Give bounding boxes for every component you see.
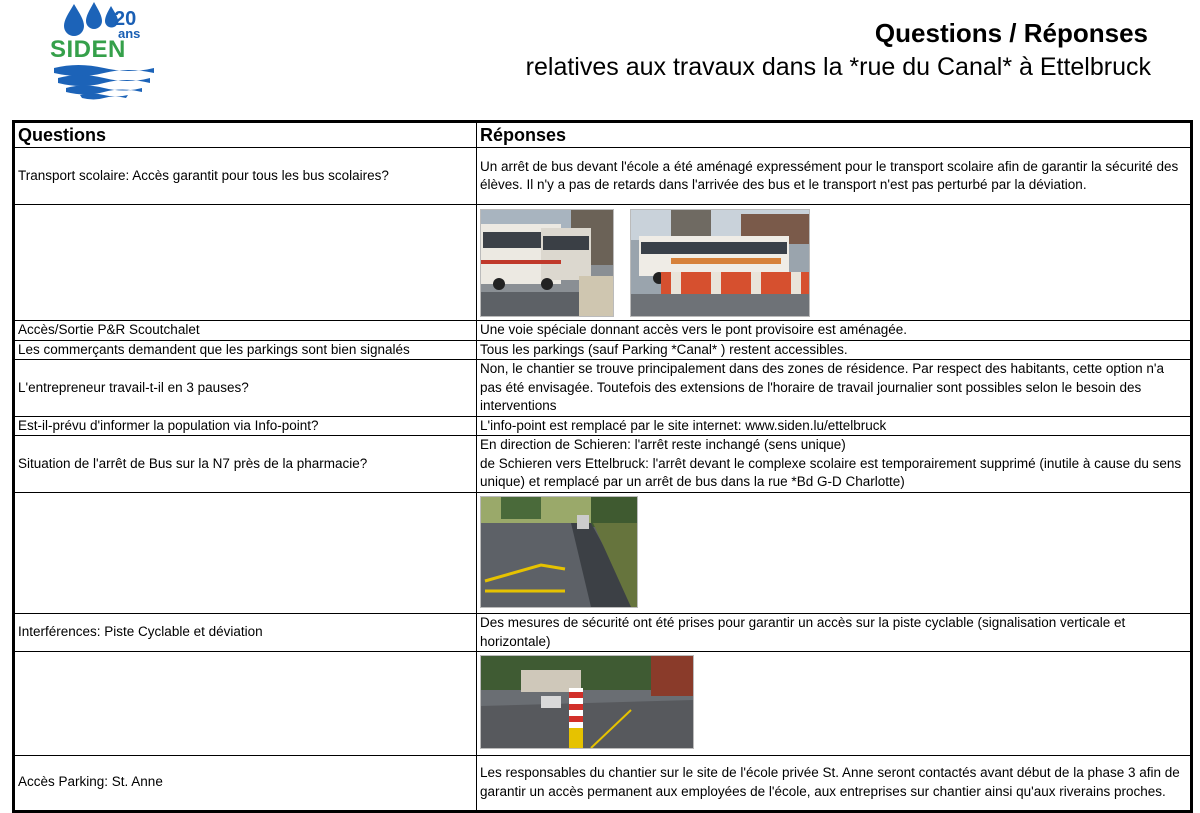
answer-cell: Tous les parkings (sauf Parking *Canal* ) restent accessibles. xyxy=(477,340,1192,360)
cycle-path-photo xyxy=(480,655,694,749)
table-row xyxy=(14,755,1192,811)
table-row xyxy=(14,436,1192,493)
empty-cell xyxy=(14,652,477,756)
question-cell: Transport scolaire: Accès garantit pour tous les bus scolaires? xyxy=(14,148,477,205)
photo-row xyxy=(14,652,1192,756)
table-row xyxy=(14,614,1192,652)
answer-cell: Non, le chantier se trouve principalement dans des zones de résidence. Par respect des habitants, cette option n'a pas été envisagée. Toutefois des extensions de l'horaire de travail journalier sont possibles selon le besoin des interventions xyxy=(477,360,1192,417)
table-row xyxy=(14,360,1192,417)
question-cell: Interférences: Piste Cyclable et déviation xyxy=(14,614,477,652)
answer-cell xyxy=(477,436,1192,493)
photo-row xyxy=(14,205,1192,321)
empty-cell xyxy=(14,205,477,321)
photo-row xyxy=(14,492,1192,614)
questions-header: Questions xyxy=(14,122,477,148)
empty-cell xyxy=(14,492,477,614)
table-header-row xyxy=(14,122,1192,148)
question-cell: Est-il-prévu d'informer la population via Info-point? xyxy=(14,416,477,436)
answer-line: En direction de Schieren: l'arrêt reste inchangé (sens unique) xyxy=(480,437,846,452)
table-row xyxy=(14,340,1192,360)
question-cell: Situation de l'arrêt de Bus sur la N7 près de la pharmacie? xyxy=(14,436,477,493)
water-drops-icon xyxy=(62,2,118,38)
answer-cell: Un arrêt de bus devant l'école a été aménagé expressément pour le transport scolaire afin de garantir la sécurité des élèves. Il n'y a pas de retards dans l'arrivée des bus et le transport n'est pas perturbé par la déviation. xyxy=(477,148,1192,205)
table-row xyxy=(14,321,1192,341)
question-cell: Les commerçants demandent que les parkings sont bien signalés xyxy=(14,340,477,360)
logo-name: SIDEN xyxy=(50,36,126,63)
answer-cell: Des mesures de sécurité ont été prises pour garantir un accès sur la piste cyclable (signalisation verticale et horizontale) xyxy=(477,614,1192,652)
road-markings-photo xyxy=(480,496,638,608)
answers-header: Réponses xyxy=(477,122,1192,148)
photo-cell xyxy=(477,205,1192,321)
photo-cell xyxy=(477,492,1192,614)
school-bus-photo xyxy=(480,209,614,317)
answer-cell: Les responsables du chantier sur le site de l'école privée St. Anne seront contactés avant début de la phase 3 afin de garantir un accès permanent aux employées de l'école, aux entreprises sur chantier ainsi qu'aux riverains proches. xyxy=(477,755,1192,811)
logo-years-number: 20 xyxy=(114,8,137,30)
bus-stop-barrier-photo xyxy=(630,209,810,317)
page-subtitle: relatives aux travaux dans la *rue du Canal* à Ettelbruck xyxy=(525,53,1151,81)
logo-years-word: ans xyxy=(118,26,141,41)
answer-line: de Schieren vers Ettelbruck: l'arrêt devant le complexe scolaire est temporairement supprimé (inutile à cause du sens unique) et remplacé par un arrêt de bus dans la rue *Bd G-D Charlotte) xyxy=(480,455,1182,489)
qa-table xyxy=(12,120,1193,813)
answer-cell: L'info-point est remplacé par le site internet: www.siden.lu/ettelbruck xyxy=(477,416,1192,436)
photo-cell xyxy=(477,652,1192,756)
question-cell: Accès/Sortie P&R Scoutchalet xyxy=(14,321,477,341)
siden-logo xyxy=(48,2,160,100)
table-row xyxy=(14,416,1192,436)
question-cell: L'entrepreneur travail-t-il en 3 pauses? xyxy=(14,360,477,417)
page-title: Questions / Réponses xyxy=(874,18,1148,48)
answer-cell: Une voie spéciale donnant accès vers le pont provisoire est aménagée. xyxy=(477,321,1192,341)
table-row xyxy=(14,148,1192,205)
water-waves-icon xyxy=(52,64,156,100)
question-cell: Accès Parking: St. Anne xyxy=(14,755,477,811)
